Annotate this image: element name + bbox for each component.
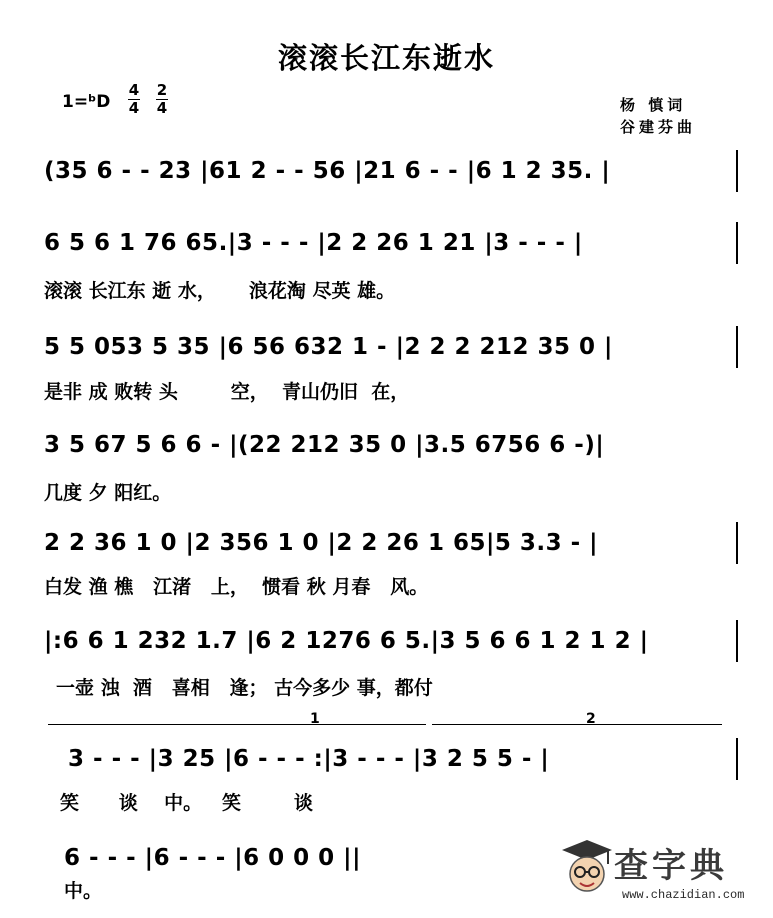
bar-line bbox=[736, 326, 738, 368]
song-title: 滚滚长江东逝水 bbox=[277, 41, 495, 75]
watermark-url: www.chazidian.com bbox=[622, 888, 745, 902]
lyrics-line-4: 几度 夕 阳红。 bbox=[44, 482, 172, 504]
volta-2-line bbox=[432, 724, 722, 725]
notes-line-7: 3 - - - |3 25 |6 - - - :|3 - - - |3 2 5 5 - | bbox=[68, 746, 550, 772]
time-signature-2-4: 2 4 bbox=[156, 81, 168, 117]
lyrics-line-3: 是非 成 败转 头 空， 青山仍旧 在， bbox=[44, 381, 410, 403]
bar-line bbox=[736, 738, 738, 780]
volta-2-label: 2 bbox=[586, 711, 596, 727]
lyricist-credit: 杨 慎词 bbox=[620, 96, 687, 114]
bar-line bbox=[736, 222, 738, 264]
lyrics-line-8: 中。 bbox=[64, 880, 103, 902]
notes-line-1: (35 6 - - 23 |61 2 - - 56 |21 6 - - |6 1 2 35. | bbox=[44, 158, 611, 184]
bar-line bbox=[736, 150, 738, 192]
notes-line-4: 3 5 67 5 6 6 - |(22 212 35 0 |3.5 6756 6 -)| bbox=[44, 432, 605, 458]
cartoon-student-icon bbox=[560, 838, 614, 898]
bar-line bbox=[736, 620, 738, 662]
key-signature: 1=ᵇD bbox=[62, 92, 111, 112]
watermark-name: 查字典 bbox=[614, 846, 728, 886]
time-signature-4-4: 4 4 bbox=[128, 81, 140, 117]
watermark bbox=[560, 832, 760, 912]
bar-line bbox=[736, 522, 738, 564]
composer-credit: 谷建芬曲 bbox=[620, 118, 697, 136]
notes-line-2: 6 5 6 1 76 65.|3 - - - |2 2 26 1 21 |3 - - - | bbox=[44, 230, 583, 256]
notes-line-8: 6 - - - |6 - - - |6 0 0 0 || bbox=[64, 845, 361, 871]
lyrics-line-7: 笑 谈 中。 笑 谈 bbox=[60, 792, 313, 814]
lyrics-line-5: 白发 渔 樵 江渚 上， 惯看 秋 月春 风。 bbox=[44, 576, 429, 598]
volta-1-line bbox=[48, 724, 426, 725]
notes-line-6: |:6 6 1 232 1.7 |6 2 1276 6 5.|3 5 6 6 1 2 1 2 | bbox=[44, 628, 649, 654]
notes-line-3: 5 5 053 5 35 |6 56 632 1 - |2 2 2 212 35 0 | bbox=[44, 334, 613, 360]
lyrics-line-6: 一壶 浊 酒 喜相 逢； 古今多少 事，都付 bbox=[56, 677, 433, 699]
volta-1-label: 1 bbox=[310, 711, 320, 727]
notes-line-5: 2 2 36 1 0 |2 356 1 0 |2 2 26 1 65|5 3.3 - | bbox=[44, 530, 599, 556]
lyrics-line-2: 滚滚 长江东 逝 水， 浪花淘 尽英 雄。 bbox=[44, 280, 396, 302]
